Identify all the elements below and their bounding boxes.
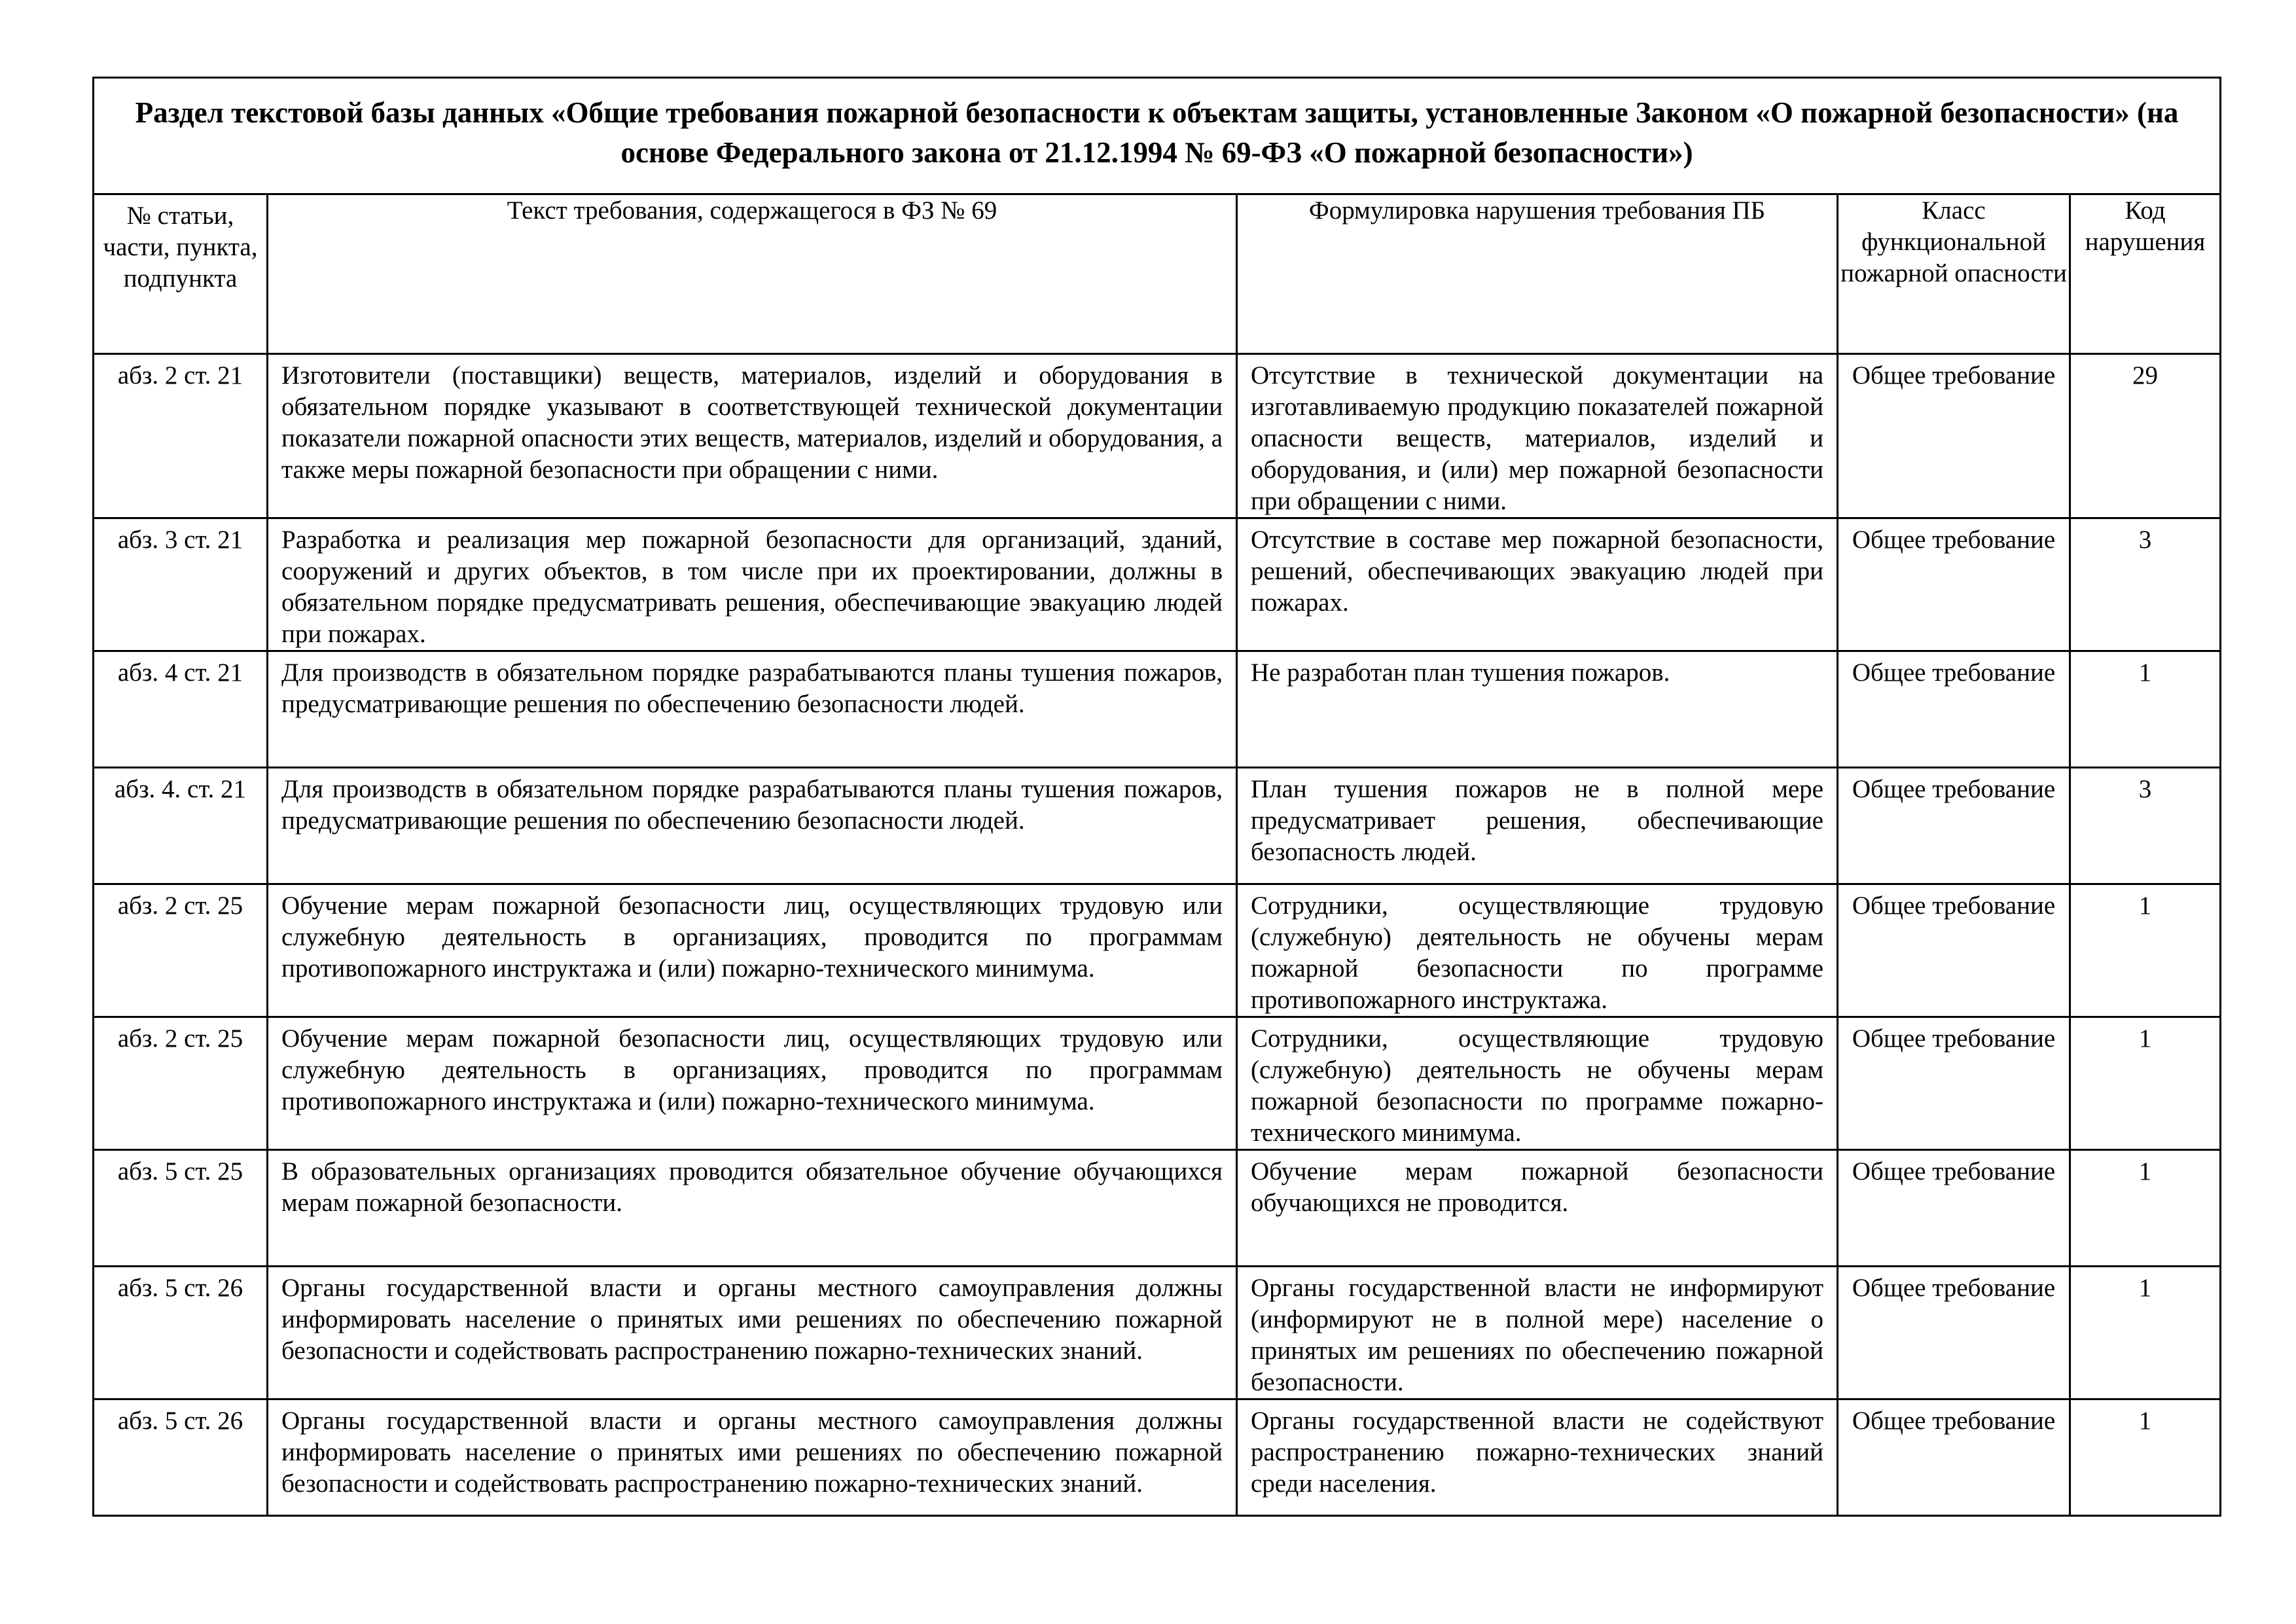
row-code-cell: 3: [2070, 768, 2221, 884]
row-class-cell: Общее требование: [1838, 768, 2070, 884]
table-row: [94, 1150, 2221, 1267]
row-requirement-cell: [268, 1399, 1237, 1516]
requirement-text: Органы государственной власти и органы местного самоуправления должны информировать население о принятых ими решениях по обеспечению пожарной безопасности и содействовать распространению пожарно-технических знаний.: [281, 1407, 1223, 1498]
column-header-requirement: Текст требования, содержащегося в ФЗ № 69: [268, 194, 1237, 354]
row-violation-cell: [1237, 651, 1838, 768]
column-header-violation: Формулировка нарушения требования ПБ: [1237, 194, 1838, 354]
table-row: [94, 1399, 2221, 1516]
row-class-cell: Общее требование: [1838, 518, 2070, 651]
row-num-cell: абз. 2 ст. 25: [94, 884, 268, 1017]
row-class-cell: Общее требование: [1838, 1267, 2070, 1399]
violation-text: Сотрудники, осуществляющие трудовую (служебную) деятельность не обучены мерам пожарной безопасности по программе противопожарного инструктажа.: [1251, 892, 1823, 1014]
page-title: Раздел текстовой базы данных «Общие требования пожарной безопасности к объектам защиты, установленные Законом «О пожарной безопасности» (на основе Федерального закона от 21.12.1994 № 69-ФЗ «О пожарной безопасности»): [94, 78, 2221, 194]
table-row: [94, 354, 2221, 518]
table-row: [94, 1267, 2221, 1399]
table-row: [94, 518, 2221, 651]
requirement-text: Органы государственной власти и органы местного самоуправления должны информировать население о принятых ими решениях по обеспечению пожарной безопасности и содействовать распространению пожарно-технических знаний.: [281, 1274, 1223, 1365]
row-num-cell: абз. 4 ст. 21: [94, 651, 268, 768]
requirement-text: Изготовители (поставщики) веществ, материалов, изделий и оборудования в обязательном порядке указывают в соответствующей технической документации показатели пожарной опасности этих веществ, материалов, изделий и оборудования, а также меры пожарной безопасности при обращении с ними.: [281, 361, 1223, 484]
row-violation-cell: [1237, 1399, 1838, 1516]
row-num-cell: абз. 5 ст. 26: [94, 1399, 268, 1516]
column-header-num: № статьи, части, пункта, подпункта: [94, 194, 268, 354]
row-violation-cell: [1237, 1017, 1838, 1150]
row-num-cell: абз. 2 ст. 25: [94, 1017, 268, 1150]
violation-text: Органы государственной власти не содействуют распространению пожарно-технических знаний среди населения.: [1251, 1407, 1823, 1498]
row-requirement-cell: [268, 768, 1237, 884]
row-violation-cell: [1237, 1150, 1838, 1267]
row-violation-cell: [1237, 518, 1838, 651]
table-row: [94, 884, 2221, 1017]
row-code-cell: 1: [2070, 1267, 2221, 1399]
title-row: [94, 78, 2221, 194]
requirement-text: Обучение мерам пожарной безопасности лиц, осуществляющих трудовую или служебную деятельность в организациях, проводится по программам противопожарного инструктажа и (или) пожарно-технического минимума.: [281, 892, 1223, 983]
violation-text: Органы государственной власти не информируют (информируют не в полной мере) население о принятых им решениях по обеспечению пожарной безопасности.: [1251, 1274, 1823, 1396]
requirements-table: [92, 77, 2221, 1517]
table-row: [94, 1017, 2221, 1150]
row-code-cell: 1: [2070, 1150, 2221, 1267]
row-code-cell: 29: [2070, 354, 2221, 518]
requirement-text: Для производств в обязательном порядке разрабатываются планы тушения пожаров, предусматривающие решения по обеспечению безопасности людей.: [281, 659, 1223, 718]
table-row: [94, 768, 2221, 884]
row-code-cell: 3: [2070, 518, 2221, 651]
row-class-cell: Общее требование: [1838, 651, 2070, 768]
violation-text: Обучение мерам пожарной безопасности обучающихся не проводится.: [1251, 1157, 1823, 1217]
row-code-cell: 1: [2070, 1017, 2221, 1150]
violation-text: Не разработан план тушения пожаров.: [1251, 659, 1670, 687]
row-num-cell: абз. 3 ст. 21: [94, 518, 268, 651]
row-class-cell: Общее требование: [1838, 1399, 2070, 1516]
row-requirement-cell: [268, 651, 1237, 768]
header-row: [94, 194, 2221, 354]
column-header-code: Код нарушения: [2070, 194, 2221, 354]
column-header-class: Класс функциональной пожарной опасности: [1838, 194, 2070, 354]
row-violation-cell: [1237, 354, 1838, 518]
row-num-cell: абз. 4. ст. 21: [94, 768, 268, 884]
row-requirement-cell: [268, 1267, 1237, 1399]
row-requirement-cell: [268, 1150, 1237, 1267]
violation-text: Отсутствие в технической документации на изготавливаемую продукцию показателей пожарной опасности веществ, материалов, изделий и оборудования, и (или) мер пожарной безопасности при обращении с ними.: [1251, 361, 1823, 515]
row-num-cell: абз. 5 ст. 26: [94, 1267, 268, 1399]
row-num-cell: абз. 2 ст. 21: [94, 354, 268, 518]
row-requirement-cell: [268, 884, 1237, 1017]
row-code-cell: 1: [2070, 1399, 2221, 1516]
row-num-cell: абз. 5 ст. 25: [94, 1150, 268, 1267]
row-class-cell: Общее требование: [1838, 884, 2070, 1017]
requirement-text: В образовательных организациях проводится обязательное обучение обучающихся мерам пожарной безопасности.: [281, 1157, 1223, 1217]
requirement-text: Для производств в обязательном порядке разрабатываются планы тушения пожаров, предусматривающие решения по обеспечению безопасности людей.: [281, 775, 1223, 835]
row-requirement-cell: [268, 518, 1237, 651]
row-class-cell: Общее требование: [1838, 1017, 2070, 1150]
violation-text: Сотрудники, осуществляющие трудовую (служебную) деятельность не обучены мерам пожарной безопасности по программе пожарно-технического минимума.: [1251, 1024, 1823, 1147]
row-class-cell: Общее требование: [1838, 1150, 2070, 1267]
table-row: [94, 651, 2221, 768]
row-code-cell: 1: [2070, 651, 2221, 768]
violation-text: План тушения пожаров не в полной мере предусматривает решения, обеспечивающие безопасность людей.: [1251, 775, 1823, 866]
requirement-text: Обучение мерам пожарной безопасности лиц, осуществляющих трудовую или служебную деятельность в организациях, проводится по программам противопожарного инструктажа и (или) пожарно-технического минимума.: [281, 1024, 1223, 1115]
requirement-text: Разработка и реализация мер пожарной безопасности для организаций, зданий, сооружений и других объектов, в том числе при их проектировании, должны в обязательном порядке предусматривать решения, обеспечивающие эвакуацию людей при пожарах.: [281, 526, 1223, 648]
row-violation-cell: [1237, 768, 1838, 884]
row-violation-cell: [1237, 884, 1838, 1017]
row-requirement-cell: [268, 354, 1237, 518]
row-class-cell: Общее требование: [1838, 354, 2070, 518]
row-code-cell: 1: [2070, 884, 2221, 1017]
row-requirement-cell: [268, 1017, 1237, 1150]
violation-text: Отсутствие в составе мер пожарной безопасности, решений, обеспечивающих эвакуацию людей при пожарах.: [1251, 526, 1823, 617]
row-violation-cell: [1237, 1267, 1838, 1399]
